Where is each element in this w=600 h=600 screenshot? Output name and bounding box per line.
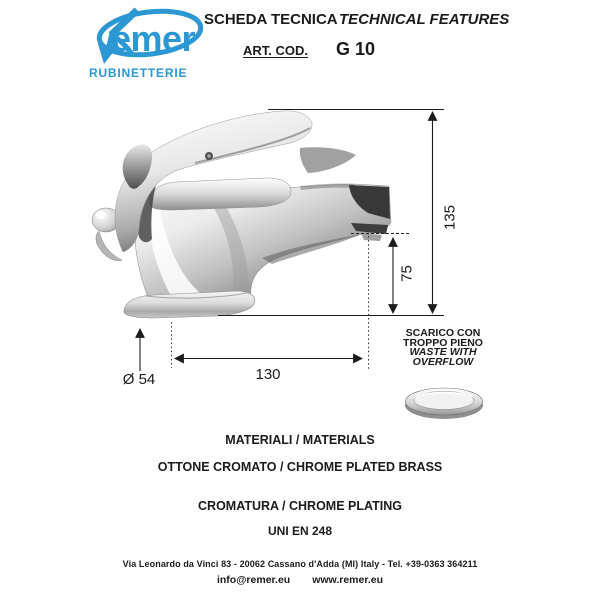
article-code-value: G 10	[336, 39, 376, 59]
logo-script-text: emer	[111, 18, 196, 59]
sheet-title-italian: SCHEDA TECNICA	[204, 11, 338, 28]
waste-note-line4: OVERFLOW	[412, 356, 474, 369]
waste-note-line2: TROPPO PIENO	[403, 336, 483, 349]
footer-links	[0, 574, 600, 586]
dim-label-spout-reach: 130	[255, 366, 281, 383]
remer-logo	[89, 6, 203, 80]
logo-subtitle-text: RUBINETTERIE	[89, 66, 188, 80]
footer-website[interactable]: www.remer.eu	[312, 574, 384, 586]
faucet-illustration	[92, 111, 391, 318]
waste-plug-illustration	[405, 388, 483, 419]
spout-root-reflection	[300, 147, 356, 173]
waste-note	[384, 329, 502, 368]
dim-label-base-diameter: Ø 54	[122, 371, 156, 388]
popup-knob-highlight	[96, 211, 106, 219]
article-code-label: ART. COD.	[243, 43, 308, 58]
dim-label-spout-height: 75	[398, 265, 416, 282]
plating-standard: UNI EN 248	[267, 524, 333, 538]
materials-heading: MATERIALI / MATERIALS	[225, 433, 375, 447]
materials-value: OTTONE CROMATO / CHROME PLATED BRASS	[157, 460, 443, 474]
aerator-lip	[361, 233, 382, 241]
waste-note-line1: SCARICO CON	[405, 327, 481, 339]
plating-heading: CROMATURA / CHROME PLATING	[198, 499, 402, 513]
sheet-title-english: TECHNICAL FEATURES	[339, 11, 510, 28]
footer-email[interactable]: info@remer.eu	[216, 574, 291, 586]
lever-screw-center	[207, 154, 210, 157]
dim-label-total-height: 135	[441, 204, 459, 231]
waste-note-line3: WASTE WITH	[409, 346, 477, 359]
cartridge-cap	[150, 178, 291, 210]
footer-address: Via Leonardo da Vinci 83 - 20062 Cassano d'Adda (MI) Italy - Tel. +39-0363 364211	[122, 559, 478, 569]
